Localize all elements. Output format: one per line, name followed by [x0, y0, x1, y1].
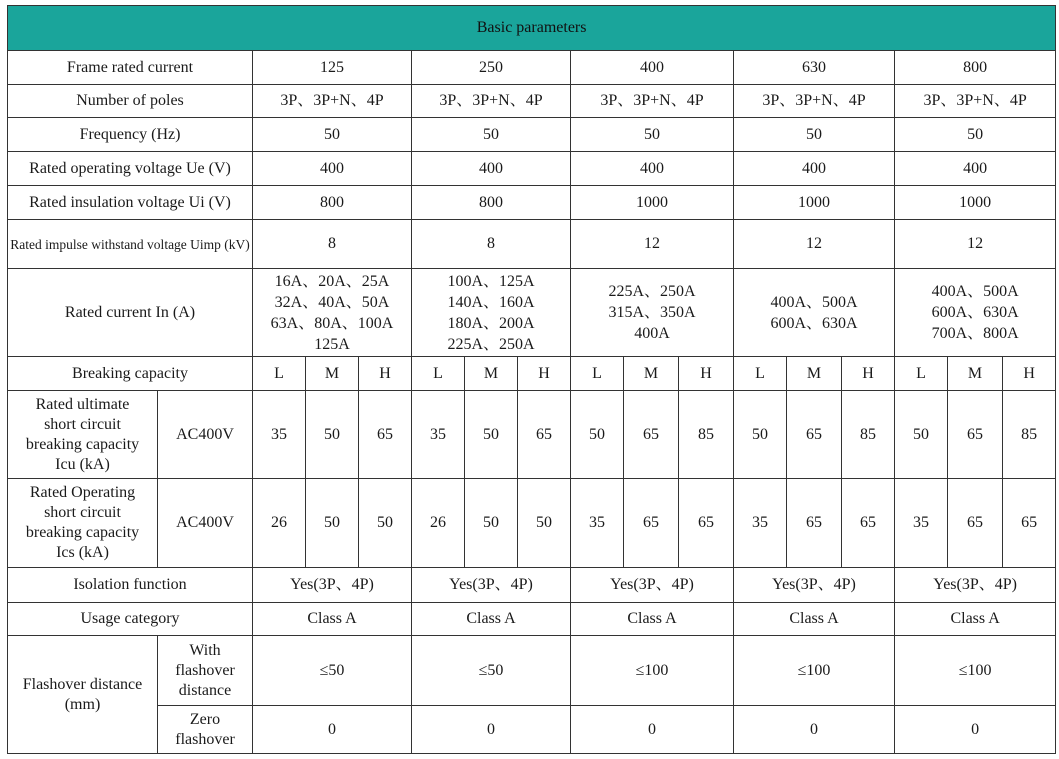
table-cell: ≤50 [253, 636, 412, 706]
label-line: breaking capacity [25, 524, 140, 541]
table-cell: 400 [734, 152, 895, 186]
parameters-table-container [7, 5, 1056, 754]
table-row [8, 706, 1056, 754]
table-cell: 26 [253, 479, 306, 568]
label-line: Ics (kA) [56, 544, 109, 561]
cell-line: 140A、160A [447, 293, 535, 311]
table-cell: 65 [842, 479, 895, 568]
table-cell: 400 [895, 152, 1056, 186]
table-cell: 65 [679, 479, 734, 568]
table-cell [412, 269, 571, 357]
table-cell: 1000 [571, 186, 734, 220]
table-row [8, 220, 1056, 269]
table-cell: 50 [253, 118, 412, 152]
row-label [8, 636, 158, 754]
table-row [8, 152, 1056, 186]
table-row [8, 391, 1056, 479]
table-cell: 0 [571, 706, 734, 754]
basic-parameters-table [7, 5, 1056, 754]
cell-line: 180A、200A [447, 314, 535, 332]
cell-line: 225A、250A [447, 335, 535, 353]
table-row [8, 186, 1056, 220]
table-cell: 50 [571, 391, 624, 479]
table-cell: 35 [571, 479, 624, 568]
table-cell: 65 [359, 391, 412, 479]
table-cell: ≤100 [571, 636, 734, 706]
table-cell: 65 [787, 479, 842, 568]
table-cell: 0 [734, 706, 895, 754]
label-line: flashover [175, 661, 235, 679]
cell-line: 600A、630A [931, 304, 1019, 321]
table-cell: 35 [734, 479, 787, 568]
cell-line: 63A、80A、100A [270, 314, 394, 332]
table-cell: Yes(3P、4P) [571, 568, 734, 603]
row-label: Isolation function [8, 568, 253, 603]
table-cell: 12 [895, 220, 1056, 269]
table-cell: 3P、3P+N、4P [571, 85, 734, 118]
table-cell: 50 [306, 391, 359, 479]
table-cell: 35 [253, 391, 306, 479]
table-cell: 65 [948, 391, 1003, 479]
table-cell: 50 [571, 118, 734, 152]
cell-line: 225A、250A [608, 283, 696, 300]
cell-line: 16A、20A、25A [274, 272, 390, 290]
table-cell: 3P、3P+N、4P [253, 85, 412, 118]
table-cell: Yes(3P、4P) [253, 568, 412, 603]
table-cell: ≤100 [734, 636, 895, 706]
label-line: short circuit [44, 504, 121, 521]
table-cell: 250 [412, 51, 571, 85]
table-cell: 65 [624, 391, 679, 479]
table-row [8, 51, 1056, 85]
grade-cell: M [306, 357, 359, 391]
table-cell: Yes(3P、4P) [734, 568, 895, 603]
table-cell: Class A [734, 603, 895, 636]
grade-cell: M [624, 357, 679, 391]
grade-cell: H [842, 357, 895, 391]
cell-line: 32A、40A、50A [274, 293, 390, 311]
grade-cell: L [571, 357, 624, 391]
table-cell: 50 [359, 479, 412, 568]
table-cell: ≤100 [895, 636, 1056, 706]
cell-line: 100A、125A [447, 272, 535, 290]
label-line: breaking capacity [25, 435, 140, 453]
row-label: Breaking capacity [8, 357, 253, 391]
table-row [8, 479, 1056, 568]
table-cell: 800 [412, 186, 571, 220]
table-cell: 400 [571, 152, 734, 186]
row-label: Rated impulse withstand voltage Uimp (kV) [8, 220, 253, 269]
table-cell: 125 [253, 51, 412, 85]
table-cell [734, 269, 895, 357]
label-line: Zero [189, 710, 221, 728]
table-cell: 26 [412, 479, 465, 568]
label-line: short circuit [44, 415, 121, 433]
cell-line: 400A [634, 325, 670, 342]
row-label [8, 391, 158, 479]
label-line: Icu (kA) [55, 455, 110, 473]
table-cell: 12 [734, 220, 895, 269]
voltage-cell: AC400V [158, 479, 253, 568]
row-label: Rated current In (A) [8, 269, 253, 357]
table-cell [895, 269, 1056, 357]
table-cell: 50 [895, 118, 1056, 152]
grade-cell: H [518, 357, 571, 391]
table-cell: 85 [1003, 391, 1056, 479]
row-label: Frame rated current [8, 51, 253, 85]
grade-cell: M [948, 357, 1003, 391]
cell-line: 400A、500A [931, 283, 1019, 300]
table-header-row [8, 6, 1056, 51]
table-cell: 50 [412, 118, 571, 152]
table-cell: 800 [895, 51, 1056, 85]
table-cell: Class A [895, 603, 1056, 636]
grade-cell: L [253, 357, 306, 391]
grade-cell: M [465, 357, 518, 391]
label-line: Flashover distance [22, 675, 143, 693]
table-row [8, 357, 1056, 391]
cell-line: 315A、350A [608, 304, 696, 321]
cell-line: 600A、630A [770, 314, 858, 332]
voltage-cell: AC400V [158, 391, 253, 479]
grade-cell: L [412, 357, 465, 391]
row-label: Rated operating voltage Ue (V) [8, 152, 253, 186]
table-cell: 50 [518, 479, 571, 568]
sub-label [158, 706, 253, 754]
table-row [8, 118, 1056, 152]
table-cell: 50 [734, 118, 895, 152]
table-cell: 65 [518, 391, 571, 479]
table-row [8, 603, 1056, 636]
grade-cell: H [679, 357, 734, 391]
table-cell: 0 [895, 706, 1056, 754]
table-cell: 400 [253, 152, 412, 186]
table-cell: 1000 [734, 186, 895, 220]
table-row [8, 568, 1056, 603]
table-cell: 50 [465, 479, 518, 568]
table-cell: 65 [948, 479, 1003, 568]
table-cell: 400 [571, 51, 734, 85]
table-cell: 85 [842, 391, 895, 479]
table-cell: 65 [624, 479, 679, 568]
label-line: distance [178, 681, 232, 699]
label-line: Rated Operating [29, 484, 136, 501]
row-label: Usage category [8, 603, 253, 636]
label-line: Rated ultimate [35, 395, 130, 413]
grade-cell: M [787, 357, 842, 391]
table-cell: Yes(3P、4P) [412, 568, 571, 603]
table-cell: 400 [412, 152, 571, 186]
cell-line: 125A [314, 335, 350, 353]
row-label: Number of poles [8, 85, 253, 118]
table-cell: 0 [253, 706, 412, 754]
table-cell: 630 [734, 51, 895, 85]
table-cell: 8 [253, 220, 412, 269]
table-cell: 65 [787, 391, 842, 479]
table-cell: 50 [895, 391, 948, 479]
grade-cell: H [359, 357, 412, 391]
table-cell: Class A [571, 603, 734, 636]
table-cell: 12 [571, 220, 734, 269]
table-cell: 8 [412, 220, 571, 269]
row-label [8, 479, 158, 568]
table-cell: 3P、3P+N、4P [734, 85, 895, 118]
table-row [8, 85, 1056, 118]
table-cell: 50 [734, 391, 787, 479]
table-cell: 65 [1003, 479, 1056, 568]
label-line: flashover [175, 730, 235, 748]
cell-line: 400A、500A [770, 293, 858, 311]
table-cell: 1000 [895, 186, 1056, 220]
table-cell: 50 [465, 391, 518, 479]
grade-cell: L [895, 357, 948, 391]
table-cell: ≤50 [412, 636, 571, 706]
table-cell [253, 269, 412, 357]
table-row [8, 269, 1056, 357]
table-cell: 35 [895, 479, 948, 568]
table-cell: 85 [679, 391, 734, 479]
row-label: Rated insulation voltage Ui (V) [8, 186, 253, 220]
table-cell: Class A [253, 603, 412, 636]
label-line: With [189, 641, 221, 659]
table-cell: Yes(3P、4P) [895, 568, 1056, 603]
label-line: (mm) [64, 695, 101, 713]
table-cell: 800 [253, 186, 412, 220]
table-cell: 0 [412, 706, 571, 754]
grade-cell: L [734, 357, 787, 391]
table-cell: 50 [306, 479, 359, 568]
table-cell: 3P、3P+N、4P [895, 85, 1056, 118]
table-cell: 35 [412, 391, 465, 479]
row-label: Frequency (Hz) [8, 118, 253, 152]
cell-line: 700A、800A [931, 325, 1019, 342]
table-row [8, 636, 1056, 706]
grade-cell: H [1003, 357, 1056, 391]
sub-label [158, 636, 253, 706]
table-cell: 3P、3P+N、4P [412, 85, 571, 118]
table-cell [571, 269, 734, 357]
table-cell: Class A [412, 603, 571, 636]
table-title: Basic parameters [8, 6, 1056, 51]
